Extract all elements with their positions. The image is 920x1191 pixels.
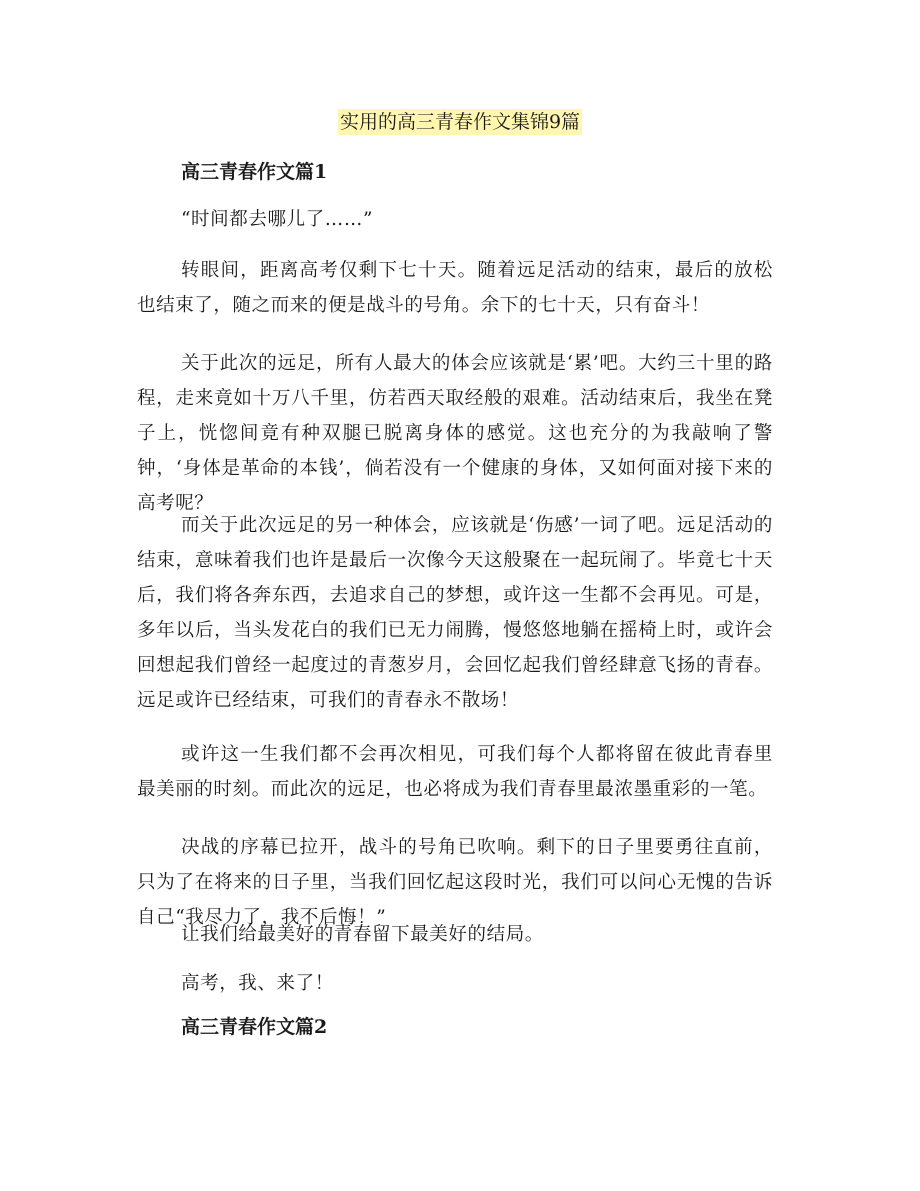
- paragraph: 而关于此次远足的另一种体会，应该就是‘伤感’一词了吧。远足活动的结束，意味着我们也许是最后一次像今天这般聚在一起玩闹了。毕竟七十天后，我们将各奔东西，去追求自己的梦想，或许这一生都不会再见。可是，多年以后，当头发花白的我们已无力闹腾，慢悠悠地躺在摇椅上时，或许会回想起我们曾经一起度过的青葱岁月，会回忆起我们曾经肆意飞扬的青春。远足或许已经结束，可我们的青春永不散场！: [137, 515, 773, 711]
- section-heading-1: 高三青春作文篇1: [181, 161, 328, 183]
- paragraph: 决战的序幕已拉开，战斗的号角已吹响。剩下的日子里要勇往直前，只为了在将来的日子里，当我们回忆起这段时光，我们可以问心无愧的告诉自己“我尽力了，我不后悔！”: [137, 837, 773, 928]
- paragraph: “时间都去哪儿了……”: [181, 209, 374, 230]
- paragraph: 关于此次的远足，所有人最大的体会应该就是‘累’吧。大约三十里的路程，走来竟如十万八千里，仿若西天取经般的艰难。活动结束后，我坐在凳子上，恍惚间竟有种双腿已脱离身体的感觉。这也充分的为我敲响了警钟，‘身体是革命的本钱’，倘若没有一个健康的身体，又如何面对接下来的高考呢？: [137, 353, 773, 514]
- document-title: [0, 109, 920, 135]
- paragraph: 转眼间，距离高考仅剩下七十天。随着远足活动的结束，最后的放松也结束了，随之而来的便是战斗的号角。余下的七十天，只有奋斗！: [137, 260, 773, 316]
- section-heading-2: 高三青春作文篇2: [181, 1016, 328, 1038]
- paragraph: 高考，我、来了！: [181, 973, 334, 994]
- document-title-text: 实用的高三青春作文集锦9篇: [339, 111, 581, 133]
- paragraph: 让我们给最美好的青春留下最美好的结局。: [181, 924, 544, 945]
- paragraph: 或许这一生我们都不会再次相见，可我们每个人都将留在彼此青春里最美丽的时刻。而此次的远足，也必将成为我们青春里最浓墨重彩的一笔。: [137, 744, 773, 800]
